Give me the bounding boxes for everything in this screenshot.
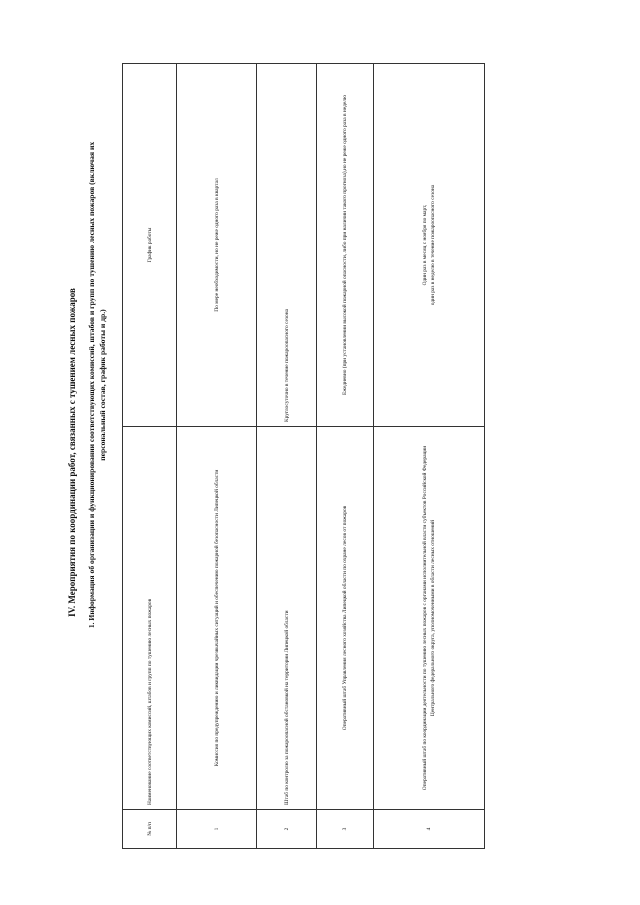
table-row: [317, 64, 374, 849]
row-name: Оперативный штаб по координации деятельности по тушению лесных пожаров с органами исполнительной власти субъектов Российской Федерации Центрального федерального округа, уполномоченными в области лесных отношений: [374, 427, 485, 810]
header-name: Наименование соответствующих комиссий, штабов и групп по тушению лесных пожаров: [123, 427, 177, 810]
table-header-row: [123, 64, 177, 849]
schedule-line: один раз в неделю в течение пожароопасного сезона: [430, 184, 436, 306]
row-num: 4: [374, 810, 485, 849]
header-num: № п/п: [123, 810, 177, 849]
row-name: Штаб по контролю за пожароопасной обстановкой на территории Липецкой области: [257, 427, 317, 810]
row-schedule: Круглосуточно в течение пожароопасного сезона: [257, 64, 317, 427]
row-schedule: [374, 64, 485, 427]
table-row: [374, 64, 485, 849]
header-schedule: График работы: [123, 64, 177, 427]
row-num: 1: [177, 810, 257, 849]
section-title: IV. Мероприятия по координации работ, связанных с тушением лесных пожаров: [67, 288, 77, 617]
row-name: Комиссия по предупреждению и ликвидации чрезвычайных ситуаций и обеспечению пожарной безопасности Липецкой области: [177, 427, 257, 810]
row-schedule: Ежедневно (при установлении высокой пожарной опасности, либо при наличии такого прогноза),но не реже одного раза в неделю: [317, 64, 374, 427]
row-num: 2: [257, 810, 317, 849]
table-row: [177, 64, 257, 849]
schedule-line: Один раз в месяц с ноября по март,: [422, 204, 428, 286]
subsection-title: 1. Информация об организации и функционировании соответствующих комиссий, штабов и групп по тушению лесных пожаров (включая их персональный состав, график работы и др.): [87, 141, 107, 629]
table-row: [257, 64, 317, 849]
row-schedule: По мере необходимости, но не реже одного раза в квартал: [177, 64, 257, 427]
row-name: Оперативный штаб Управления лесного хозяйства Липецкой области по охране лесов от пожаров: [317, 427, 374, 810]
commissions-table: [122, 63, 485, 849]
row-num: 3: [317, 810, 374, 849]
